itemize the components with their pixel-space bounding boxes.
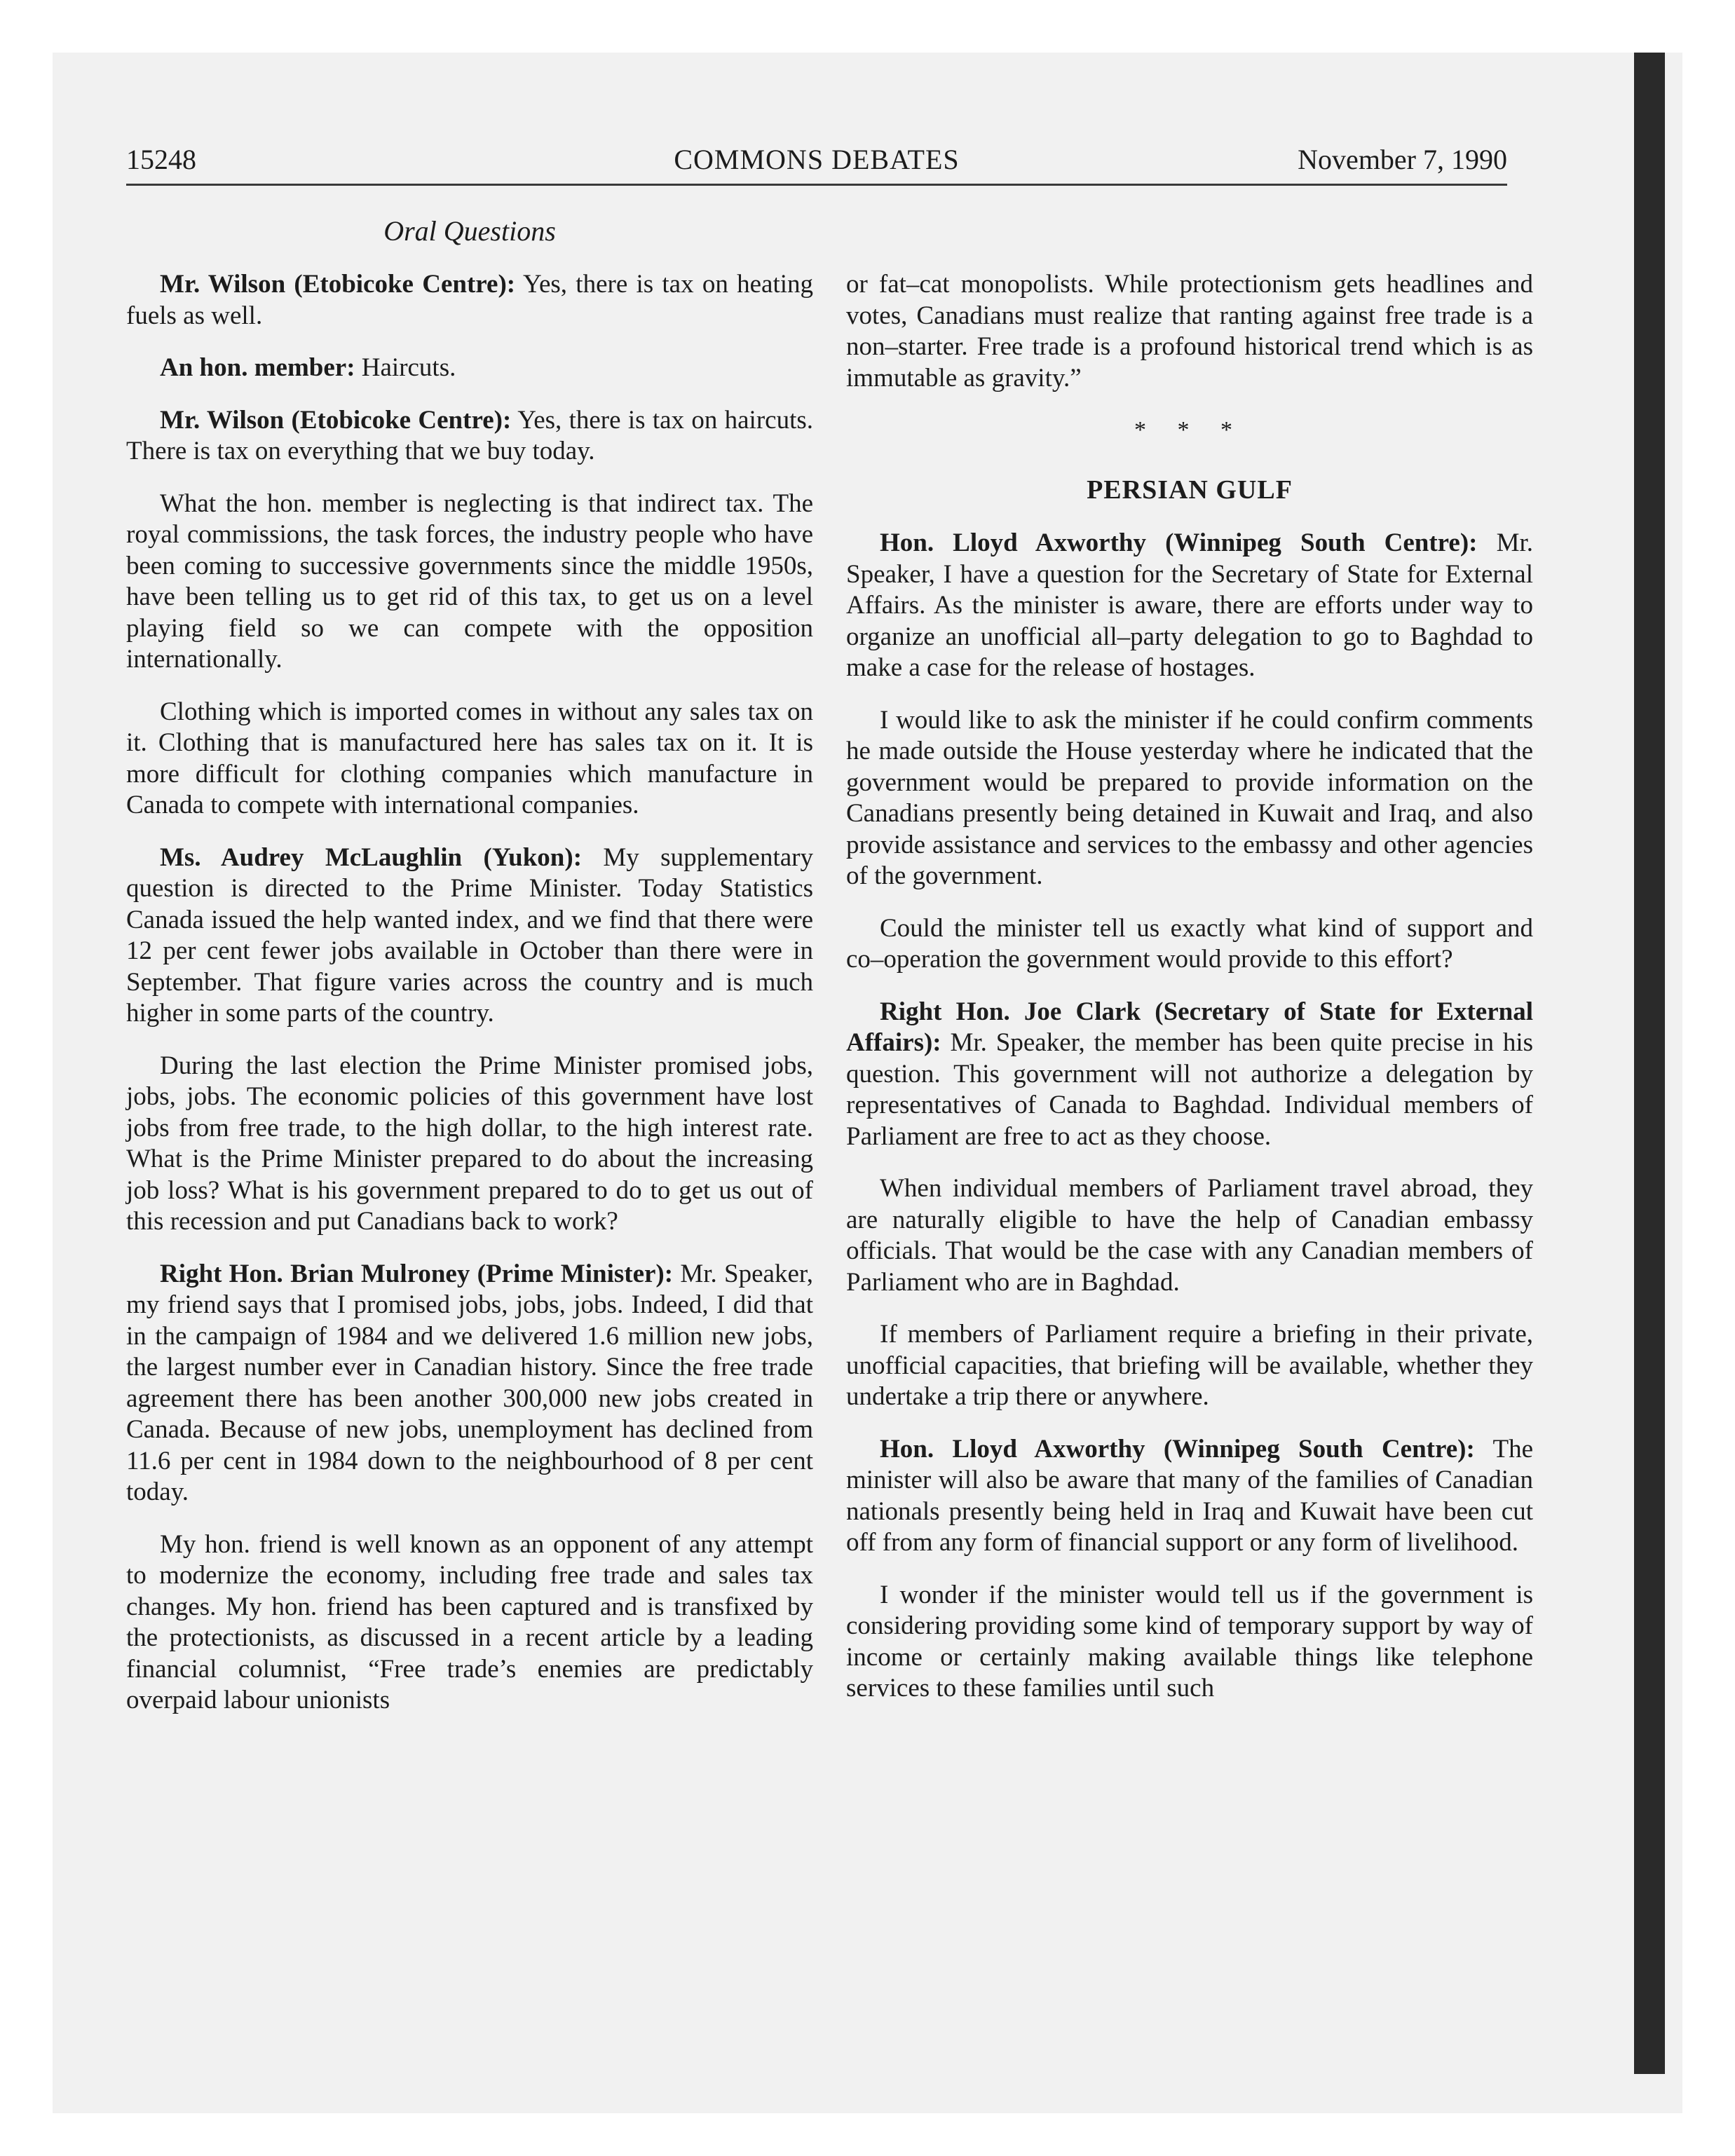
paragraph <box>846 1434 1533 1559</box>
paragraph-text: Could the minister tell us exactly what kind of support and co–operation the government would provide to this effort? <box>846 913 1533 974</box>
speaker-name: Right Hon. Brian Mulroney (Prime Minister): <box>160 1259 674 1288</box>
paragraph <box>126 405 813 468</box>
paragraph <box>126 1259 813 1508</box>
paragraph-text: Mr. Speaker, my friend says that I promised jobs, jobs, jobs. Indeed, I did that in the campaign of 1984 and we delivered 1.6 million new jobs, the largest number ever in Canadian history. Since the free trade agreement there has been another 300,000 new jobs created in Canada. Because of new jobs, unemployment has declined from 11.6 per cent in 1984 down to the neighbourhood of 8 per cent today. <box>126 1259 813 1506</box>
speaker-name: Hon. Lloyd Axworthy (Winnipeg South Centre): <box>880 528 1478 557</box>
publication-title: COMMONS DEBATES <box>674 144 960 175</box>
paragraph <box>846 913 1533 976</box>
page-number: 15248 <box>126 144 196 175</box>
header-rule <box>126 184 1507 186</box>
paragraph-text: During the last election the Prime Minister promised jobs, jobs, jobs. The economic policies of this government have lost jobs from free trade, to the high dollar, to the high interest rate. What is the Prime Minister prepared to do about the increasing job loss? What is his government prepared to do to get us out of this recession and put Canadians back to work? <box>126 1051 813 1236</box>
section-label: Oral Questions <box>383 215 556 247</box>
paragraph <box>126 842 813 1030</box>
paragraph <box>126 1051 813 1238</box>
paragraph-text: What the hon. member is neglecting is that indirect tax. The royal commissions, the task forces, the industry people who have been coming to successive governments since the middle 1950s, have been telling us to get rid of this tax, to get us on a level playing field so we can compete with the opposition internationally. <box>126 489 813 674</box>
page-header <box>126 143 1507 185</box>
section-heading: PERSIAN GULF <box>1087 475 1293 505</box>
paragraph-continued: or fat–cat monopolists. While protectionism gets headlines and votes, Canadians must realize that ranting against free trade is a non–starter. Free trade is a profound historical trend which is as immutable as gravity.” <box>846 270 1533 393</box>
paragraph-text: Haircuts. <box>355 353 456 382</box>
section-separator: * * * <box>1134 417 1245 443</box>
paragraph-text: The minister will also be aware that many of the families of Canadian nationals presently being held in Iraq and Kuwait have been cut off from any form of financial support or any form of livelihood. <box>846 1434 1533 1557</box>
left-column <box>126 269 813 1717</box>
scan-binding-edge <box>1634 53 1665 2074</box>
right-column <box>846 269 1533 1705</box>
paragraph-text: My hon. friend is well known as an opponent of any attempt to modernize the economy, including free trade and sales tax changes. My hon. friend has been captured and is transfixed by the protectionists, as discussed in a recent article by a leading financial columnist, “Free trade’s enemies are predictably overpaid labour unionists <box>126 1529 813 1714</box>
speaker-name: Mr. Wilson (Etobicoke Centre): <box>160 405 512 435</box>
paragraph-text: Mr. Speaker, the member has been quite precise in his question. This government will not authorize a delegation by representatives of Canada to Baghdad. Individual members of Parliament are free to act as they choose. <box>846 1028 1533 1151</box>
paragraph <box>126 489 813 676</box>
paragraph <box>846 705 1533 892</box>
paragraph-text: Yes, there is tax on haircuts. There is tax on everything that we buy today. <box>126 405 813 465</box>
speaker-name: Hon. Lloyd Axworthy (Winnipeg South Centre): <box>880 1434 1475 1464</box>
speaker-name: An hon. member: <box>160 353 355 382</box>
paragraph-text: Yes, there is tax on heating fuels as well. <box>126 270 813 330</box>
paragraph <box>126 269 813 332</box>
paragraph <box>126 1529 813 1717</box>
paragraph <box>846 1173 1533 1298</box>
paragraph-text: Clothing which is imported comes in without any sales tax on it. Clothing that is manufactured here has sales tax on it. It is more difficult for clothing companies which manufacture in Canada to compete with international companies. <box>126 697 813 819</box>
paragraph-text: Mr. Speaker, I have a question for the Secretary of State for External Affairs. As the minister is aware, there are efforts under way to organize an unofficial all–party delegation to go to Baghdad to make a case for the release of hostages. <box>846 528 1533 682</box>
paragraph <box>846 1319 1533 1413</box>
publication-date: November 7, 1990 <box>1298 144 1507 175</box>
paragraph <box>846 997 1533 1153</box>
paragraph-text: I wonder if the minister would tell us if the government is considering providing some kind of temporary support by way of income or certainly making available things like telephone services to these families until such <box>846 1580 1533 1703</box>
paragraph-text: My supplementary question is directed to the Prime Minister. Today Statistics Canada issued the help wanted index, and we find that there were 12 per cent fewer jobs available in October than there were in September. That figure varies across the country and is much higher in some parts of the country. <box>126 842 813 1028</box>
speaker-name: Mr. Wilson (Etobicoke Centre): <box>160 270 516 299</box>
paragraph <box>846 528 1533 684</box>
paragraph <box>126 697 813 821</box>
speaker-name: Ms. Audrey McLaughlin (Yukon): <box>160 842 583 872</box>
paragraph-text: I would like to ask the minister if he could confirm comments he made outside the House yesterday where he indicated that the government would be prepared to provide information on the Canadians presently being detained in Kuwait and Iraq, and also provide assistance and services to the embassy and other agencies of the government. <box>846 705 1533 890</box>
paragraph-text: When individual members of Parliament travel abroad, they are naturally eligible to have the help of Canadian embassy officials. That would be the case with any Canadian members of Parliament who are in Baghdad. <box>846 1174 1533 1297</box>
paragraph <box>846 1580 1533 1705</box>
paragraph <box>126 353 813 384</box>
speaker-name: Right Hon. Joe Clark (Secretary of State for External Affairs): <box>846 997 1533 1057</box>
paragraph-text: If members of Parliament require a briefing in their private, unofficial capacities, that briefing will be available, whether they undertake a trip there or anywhere. <box>846 1320 1533 1411</box>
